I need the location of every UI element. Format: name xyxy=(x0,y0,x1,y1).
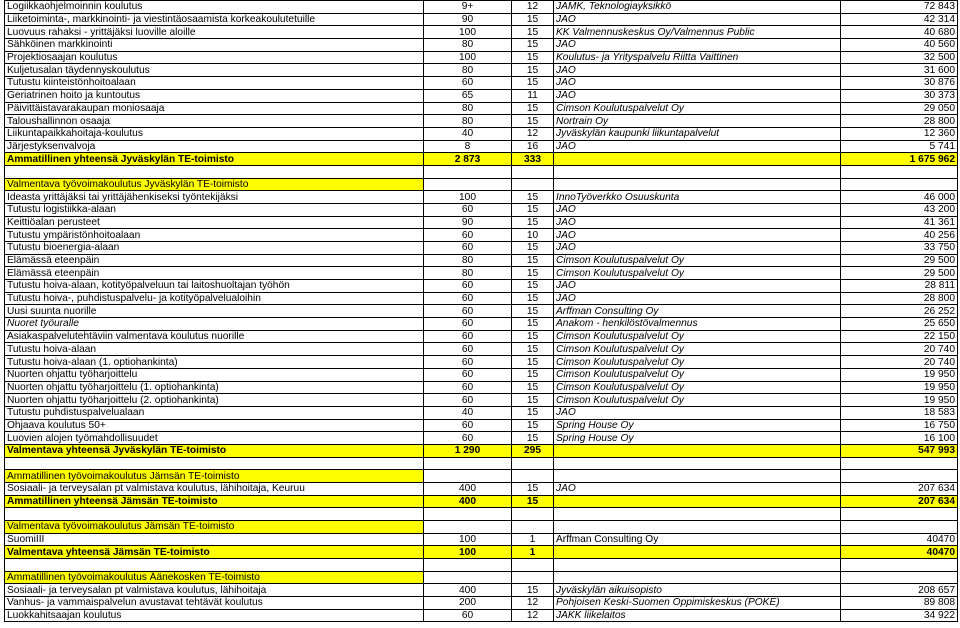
table-row xyxy=(5,229,958,242)
subtotal-row xyxy=(5,546,958,559)
cell-provider: JAO xyxy=(554,241,841,254)
cell-cost: 29 050 xyxy=(841,102,958,115)
cell-hours: 80 xyxy=(424,267,512,280)
cell-provider: Anakom - henkilöstövalmennus xyxy=(554,318,841,331)
table-row xyxy=(5,596,958,609)
cell-hours: 60 xyxy=(424,229,512,242)
cell-provider: JAO xyxy=(554,229,841,242)
cell-places: 295 xyxy=(512,444,554,457)
cell-course-name: Valmentava yhteensä Jämsän TE-toimisto xyxy=(5,546,424,559)
cell-cost: 40470 xyxy=(841,533,958,546)
cell-course-name: Nuorten ohjattu työharjoittelu (1. optiohankinta) xyxy=(5,381,424,394)
cell-course-name: Tutustu hoiva-alaan, kotityöpalveluun tai laitoshuoltajan työhön xyxy=(5,280,424,293)
cell-provider xyxy=(554,153,841,166)
empty-cell xyxy=(5,165,424,178)
empty-cell xyxy=(841,508,958,521)
cell-provider: Cimson Koulutuspalvelut Oy xyxy=(554,343,841,356)
cell-course-name: Ideasta yrittäjäksi tai yrittäjähenkiseksi työntekijäksi xyxy=(5,191,424,204)
subtotal-row xyxy=(5,444,958,457)
table-row xyxy=(5,115,958,128)
empty-cell xyxy=(512,520,554,533)
cell-places: 12 xyxy=(512,596,554,609)
cell-cost: 19 950 xyxy=(841,381,958,394)
blank-row xyxy=(5,457,958,470)
cell-places: 15 xyxy=(512,394,554,407)
cell-places: 15 xyxy=(512,64,554,77)
empty-cell xyxy=(424,457,512,470)
cell-hours: 60 xyxy=(424,330,512,343)
cell-provider: Spring House Oy xyxy=(554,432,841,445)
empty-cell xyxy=(554,571,841,584)
empty-cell xyxy=(512,571,554,584)
table-row xyxy=(5,267,958,280)
cell-provider: Jyväskylän aikuisopisto xyxy=(554,584,841,597)
cell-hours: 1 290 xyxy=(424,444,512,457)
cell-provider: Cimson Koulutuspalvelut Oy xyxy=(554,381,841,394)
cell-hours: 100 xyxy=(424,26,512,39)
cell-provider: Cimson Koulutuspalvelut Oy xyxy=(554,254,841,267)
cell-places: 1 xyxy=(512,546,554,559)
table-row xyxy=(5,406,958,419)
cell-hours: 80 xyxy=(424,64,512,77)
cell-hours: 60 xyxy=(424,280,512,293)
section-title: Valmentava työvoimakoulutus Jyväskylän TE-toimisto xyxy=(5,178,424,191)
empty-cell xyxy=(424,508,512,521)
cell-hours: 60 xyxy=(424,77,512,90)
cell-provider: JAO xyxy=(554,292,841,305)
cell-hours: 400 xyxy=(424,495,512,508)
cell-course-name: Kuljetusalan täydennyskoulutus xyxy=(5,64,424,77)
table-row xyxy=(5,26,958,39)
cell-hours: 8 xyxy=(424,140,512,153)
cell-places: 15 xyxy=(512,39,554,52)
cell-cost: 28 800 xyxy=(841,115,958,128)
cell-cost: 34 922 xyxy=(841,609,958,622)
subtotal-row xyxy=(5,495,958,508)
cell-places: 15 xyxy=(512,77,554,90)
cell-places: 15 xyxy=(512,495,554,508)
blank-row xyxy=(5,508,958,521)
cell-course-name: Elämässä eteenpäin xyxy=(5,267,424,280)
cell-provider: JAO xyxy=(554,77,841,90)
empty-cell xyxy=(841,571,958,584)
table-row xyxy=(5,89,958,102)
cell-course-name: Tutustu hoiva-alaan xyxy=(5,343,424,356)
cell-hours: 60 xyxy=(424,609,512,622)
cell-course-name: Liikuntapaikkahoitaja-koulutus xyxy=(5,127,424,140)
cell-course-name: Sosiaali- ja terveysalan pt valmistava koulutus, lähihoitaja xyxy=(5,584,424,597)
cell-provider: Cimson Koulutuspalvelut Oy xyxy=(554,330,841,343)
empty-cell xyxy=(5,508,424,521)
cell-places: 15 xyxy=(512,381,554,394)
cell-cost: 22 150 xyxy=(841,330,958,343)
cell-places: 15 xyxy=(512,254,554,267)
cell-provider: JAO xyxy=(554,13,841,26)
cell-hours: 60 xyxy=(424,356,512,369)
table-body xyxy=(5,1,958,622)
cell-cost: 19 950 xyxy=(841,368,958,381)
cell-course-name: Tutustu logistiikka-alaan xyxy=(5,203,424,216)
empty-cell xyxy=(554,178,841,191)
table-row xyxy=(5,318,958,331)
cell-places: 15 xyxy=(512,419,554,432)
cell-cost: 46 000 xyxy=(841,191,958,204)
cell-cost: 207 634 xyxy=(841,482,958,495)
cell-hours: 60 xyxy=(424,343,512,356)
table-row xyxy=(5,254,958,267)
cell-cost: 40 560 xyxy=(841,39,958,52)
cell-provider: JAMK, Teknologiayksikkö xyxy=(554,1,841,14)
empty-cell xyxy=(554,558,841,571)
cell-places: 15 xyxy=(512,267,554,280)
cell-hours: 60 xyxy=(424,203,512,216)
cell-hours: 60 xyxy=(424,318,512,331)
cell-hours: 60 xyxy=(424,419,512,432)
cell-hours: 60 xyxy=(424,305,512,318)
empty-cell xyxy=(424,520,512,533)
cell-places: 11 xyxy=(512,89,554,102)
cell-hours: 90 xyxy=(424,216,512,229)
cell-cost: 5 741 xyxy=(841,140,958,153)
cell-course-name: Nuoret työuralle xyxy=(5,318,424,331)
empty-cell xyxy=(841,178,958,191)
cell-provider: JAO xyxy=(554,216,841,229)
cell-course-name: Luokkahitsaajan koulutus xyxy=(5,609,424,622)
empty-cell xyxy=(424,165,512,178)
table-row xyxy=(5,482,958,495)
cell-places: 15 xyxy=(512,292,554,305)
empty-cell xyxy=(5,558,424,571)
cell-hours: 200 xyxy=(424,596,512,609)
cell-provider: Nortrain Oy xyxy=(554,115,841,128)
empty-cell xyxy=(841,165,958,178)
table-row xyxy=(5,241,958,254)
cell-hours: 100 xyxy=(424,191,512,204)
cell-provider: Arffman Consulting Oy xyxy=(554,305,841,318)
cell-hours: 60 xyxy=(424,381,512,394)
table-row xyxy=(5,305,958,318)
cell-cost: 30 876 xyxy=(841,77,958,90)
cell-places: 1 xyxy=(512,533,554,546)
section-title: Valmentava työvoimakoulutus Jämsän TE-toimisto xyxy=(5,520,424,533)
cell-course-name: Liiketoiminta-, markkinointi- ja viestintäosaamista korkeakoulutetuille xyxy=(5,13,424,26)
cell-hours: 60 xyxy=(424,394,512,407)
cell-places: 15 xyxy=(512,406,554,419)
cell-cost: 28 800 xyxy=(841,292,958,305)
cell-cost: 29 500 xyxy=(841,267,958,280)
cell-hours: 80 xyxy=(424,102,512,115)
cell-provider: Cimson Koulutuspalvelut Oy xyxy=(554,368,841,381)
table-row xyxy=(5,1,958,14)
cell-provider: Koulutus- ja Yrityspalvelu Riitta Vaittinen xyxy=(554,51,841,64)
cell-places: 15 xyxy=(512,51,554,64)
cell-places: 12 xyxy=(512,609,554,622)
cell-cost: 18 583 xyxy=(841,406,958,419)
cell-places: 15 xyxy=(512,191,554,204)
subtotal-row xyxy=(5,153,958,166)
cell-places: 15 xyxy=(512,482,554,495)
cell-course-name: Nuorten ohjattu työharjoittelu xyxy=(5,368,424,381)
cell-cost: 20 740 xyxy=(841,356,958,369)
empty-cell xyxy=(841,470,958,483)
cell-cost: 30 373 xyxy=(841,89,958,102)
cell-hours: 2 873 xyxy=(424,153,512,166)
cell-provider: Cimson Koulutuspalvelut Oy xyxy=(554,267,841,280)
table-row xyxy=(5,13,958,26)
cell-hours: 80 xyxy=(424,254,512,267)
cell-hours: 80 xyxy=(424,39,512,52)
empty-cell xyxy=(424,558,512,571)
cell-places: 10 xyxy=(512,229,554,242)
table-row xyxy=(5,609,958,622)
table-row xyxy=(5,330,958,343)
cell-places: 15 xyxy=(512,102,554,115)
table-row xyxy=(5,216,958,229)
cell-cost: 40 256 xyxy=(841,229,958,242)
cell-provider: JAO xyxy=(554,64,841,77)
empty-cell xyxy=(512,165,554,178)
cell-places: 12 xyxy=(512,127,554,140)
cell-course-name: Ammatillinen yhteensä Jyväskylän TE-toimisto xyxy=(5,153,424,166)
empty-cell xyxy=(841,520,958,533)
cell-cost: 12 360 xyxy=(841,127,958,140)
cell-hours: 40 xyxy=(424,406,512,419)
cell-cost: 89 808 xyxy=(841,596,958,609)
cell-cost: 16 750 xyxy=(841,419,958,432)
cell-hours: 100 xyxy=(424,51,512,64)
table-row xyxy=(5,368,958,381)
cell-provider: Cimson Koulutuspalvelut Oy xyxy=(554,102,841,115)
cell-course-name: Ohjaava koulutus 50+ xyxy=(5,419,424,432)
cell-places: 15 xyxy=(512,115,554,128)
cell-course-name: Projektiosaajan koulutus xyxy=(5,51,424,64)
cell-course-name: Asiakaspalvelutehtäviin valmentava koulutus nuorille xyxy=(5,330,424,343)
empty-cell xyxy=(554,470,841,483)
cell-places: 15 xyxy=(512,13,554,26)
cell-course-name: Vanhus- ja vammaispalvelun avustavat tehtävät koulutus xyxy=(5,596,424,609)
cell-course-name: Geriatrinen hoito ja kuntoutus xyxy=(5,89,424,102)
cell-places: 12 xyxy=(512,1,554,14)
blank-row xyxy=(5,558,958,571)
empty-cell xyxy=(554,457,841,470)
cell-hours: 65 xyxy=(424,89,512,102)
cell-provider: JAO xyxy=(554,482,841,495)
table-row xyxy=(5,432,958,445)
cell-cost: 40470 xyxy=(841,546,958,559)
cell-course-name: Tutustu puhdistuspalvelualaan xyxy=(5,406,424,419)
cell-places: 15 xyxy=(512,368,554,381)
table-row xyxy=(5,356,958,369)
cell-provider: KK Valmennuskeskus Oy/Valmennus Public xyxy=(554,26,841,39)
cell-course-name: Tutustu ympäristönhoitoalaan xyxy=(5,229,424,242)
cell-cost: 72 843 xyxy=(841,1,958,14)
cell-course-name: Tutustu kiinteistönhoitoalaan xyxy=(5,77,424,90)
cell-provider: Jyväskylän kaupunki liikuntapalvelut xyxy=(554,127,841,140)
cell-provider: Pohjoisen Keski-Suomen Oppimiskeskus (POKE) xyxy=(554,596,841,609)
cell-places: 15 xyxy=(512,356,554,369)
table-row xyxy=(5,77,958,90)
cell-hours: 90 xyxy=(424,13,512,26)
table-row xyxy=(5,64,958,77)
cell-hours: 60 xyxy=(424,368,512,381)
cell-provider: JAO xyxy=(554,39,841,52)
table-row xyxy=(5,140,958,153)
cell-provider xyxy=(554,444,841,457)
empty-cell xyxy=(424,470,512,483)
cell-course-name: Keittiöalan perusteet xyxy=(5,216,424,229)
cell-cost: 42 314 xyxy=(841,13,958,26)
empty-cell xyxy=(424,178,512,191)
cell-places: 15 xyxy=(512,432,554,445)
cell-places: 333 xyxy=(512,153,554,166)
cell-course-name: Luovien alojen työmahdollisuudet xyxy=(5,432,424,445)
empty-cell xyxy=(512,558,554,571)
cell-provider: JAO xyxy=(554,140,841,153)
table-row xyxy=(5,533,958,546)
empty-cell xyxy=(512,470,554,483)
table-row xyxy=(5,191,958,204)
cell-hours: 100 xyxy=(424,533,512,546)
cell-course-name: Sähköinen markkinointi xyxy=(5,39,424,52)
cell-cost: 43 200 xyxy=(841,203,958,216)
cell-course-name: Järjestyksenvalvoja xyxy=(5,140,424,153)
table-row xyxy=(5,203,958,216)
cell-provider: JAO xyxy=(554,280,841,293)
training-courses-table xyxy=(4,0,958,622)
cell-cost: 32 500 xyxy=(841,51,958,64)
table-row xyxy=(5,39,958,52)
cell-cost: 31 600 xyxy=(841,64,958,77)
cell-cost: 1 675 962 xyxy=(841,153,958,166)
section-header-row xyxy=(5,520,958,533)
empty-cell xyxy=(5,457,424,470)
cell-provider: Cimson Koulutuspalvelut Oy xyxy=(554,356,841,369)
table-row xyxy=(5,419,958,432)
table-row xyxy=(5,343,958,356)
cell-cost: 40 680 xyxy=(841,26,958,39)
table-row xyxy=(5,584,958,597)
cell-places: 15 xyxy=(512,203,554,216)
cell-hours: 400 xyxy=(424,584,512,597)
cell-course-name: Ammatillinen yhteensä Jämsän TE-toimisto xyxy=(5,495,424,508)
cell-course-name: Tutustu hoiva-, puhdistuspalvelu- ja kotityöpalvelualoihin xyxy=(5,292,424,305)
section-title: Ammatillinen työvoimakoulutus Äänekosken TE-toimisto xyxy=(5,571,424,584)
cell-cost: 29 500 xyxy=(841,254,958,267)
cell-hours: 80 xyxy=(424,115,512,128)
table-row xyxy=(5,381,958,394)
empty-cell xyxy=(554,165,841,178)
empty-cell xyxy=(512,178,554,191)
cell-hours: 60 xyxy=(424,241,512,254)
empty-cell xyxy=(841,457,958,470)
table-row xyxy=(5,280,958,293)
cell-course-name: SuomiIII xyxy=(5,533,424,546)
cell-cost: 25 650 xyxy=(841,318,958,331)
cell-places: 15 xyxy=(512,318,554,331)
cell-provider: InnoTyöverkko Osuuskunta xyxy=(554,191,841,204)
cell-places: 15 xyxy=(512,216,554,229)
cell-cost: 41 361 xyxy=(841,216,958,229)
cell-provider: Cimson Koulutuspalvelut Oy xyxy=(554,394,841,407)
section-header-row xyxy=(5,470,958,483)
cell-cost: 547 993 xyxy=(841,444,958,457)
empty-cell xyxy=(424,571,512,584)
cell-course-name: Taloushallinnon osaaja xyxy=(5,115,424,128)
cell-cost: 19 950 xyxy=(841,394,958,407)
cell-provider: JAKK liikelaitos xyxy=(554,609,841,622)
table-row xyxy=(5,127,958,140)
cell-hours: 60 xyxy=(424,432,512,445)
cell-course-name: Logiikkaohjelmoinnin koulutus xyxy=(5,1,424,14)
cell-places: 16 xyxy=(512,140,554,153)
table-row xyxy=(5,102,958,115)
empty-cell xyxy=(554,508,841,521)
cell-cost: 28 811 xyxy=(841,280,958,293)
cell-course-name: Valmentava yhteensä Jyväskylän TE-toimisto xyxy=(5,444,424,457)
empty-cell xyxy=(841,558,958,571)
cell-places: 15 xyxy=(512,584,554,597)
table-row xyxy=(5,394,958,407)
cell-cost: 207 634 xyxy=(841,495,958,508)
cell-provider xyxy=(554,495,841,508)
cell-provider: JAO xyxy=(554,203,841,216)
cell-course-name: Uusi suunta nuorille xyxy=(5,305,424,318)
cell-hours: 100 xyxy=(424,546,512,559)
cell-provider: JAO xyxy=(554,89,841,102)
cell-course-name: Nuorten ohjattu työharjoittelu (2. optiohankinta) xyxy=(5,394,424,407)
cell-places: 15 xyxy=(512,26,554,39)
cell-course-name: Elämässä eteenpäin xyxy=(5,254,424,267)
cell-provider: Arffman Consulting Oy xyxy=(554,533,841,546)
cell-cost: 16 100 xyxy=(841,432,958,445)
cell-places: 15 xyxy=(512,305,554,318)
section-title: Ammatillinen työvoimakoulutus Jämsän TE-toimisto xyxy=(5,470,424,483)
cell-places: 15 xyxy=(512,330,554,343)
cell-course-name: Luovuus rahaksi - yrittäjäksi luoville aloille xyxy=(5,26,424,39)
section-header-row xyxy=(5,571,958,584)
cell-hours: 400 xyxy=(424,482,512,495)
cell-hours: 40 xyxy=(424,127,512,140)
table-row xyxy=(5,51,958,64)
cell-course-name: Päivittäistavarakaupan moniosaaja xyxy=(5,102,424,115)
cell-places: 15 xyxy=(512,241,554,254)
cell-places: 15 xyxy=(512,343,554,356)
cell-provider xyxy=(554,546,841,559)
empty-cell xyxy=(512,508,554,521)
blank-row xyxy=(5,165,958,178)
cell-places: 15 xyxy=(512,280,554,293)
cell-course-name: Sosiaali- ja terveysalan pt valmistava koulutus, lähihoitaja, Keuruu xyxy=(5,482,424,495)
cell-cost: 33 750 xyxy=(841,241,958,254)
cell-course-name: Tutustu bioenergia-alaan xyxy=(5,241,424,254)
cell-cost: 208 657 xyxy=(841,584,958,597)
cell-provider: Spring House Oy xyxy=(554,419,841,432)
cell-provider: JAO xyxy=(554,406,841,419)
empty-cell xyxy=(554,520,841,533)
empty-cell xyxy=(512,457,554,470)
section-header-row xyxy=(5,178,958,191)
cell-hours: 9+ xyxy=(424,1,512,14)
cell-course-name: Tutustu hoiva-alaan (1. optiohankinta) xyxy=(5,356,424,369)
cell-cost: 26 252 xyxy=(841,305,958,318)
cell-hours: 60 xyxy=(424,292,512,305)
table-row xyxy=(5,292,958,305)
cell-cost: 20 740 xyxy=(841,343,958,356)
